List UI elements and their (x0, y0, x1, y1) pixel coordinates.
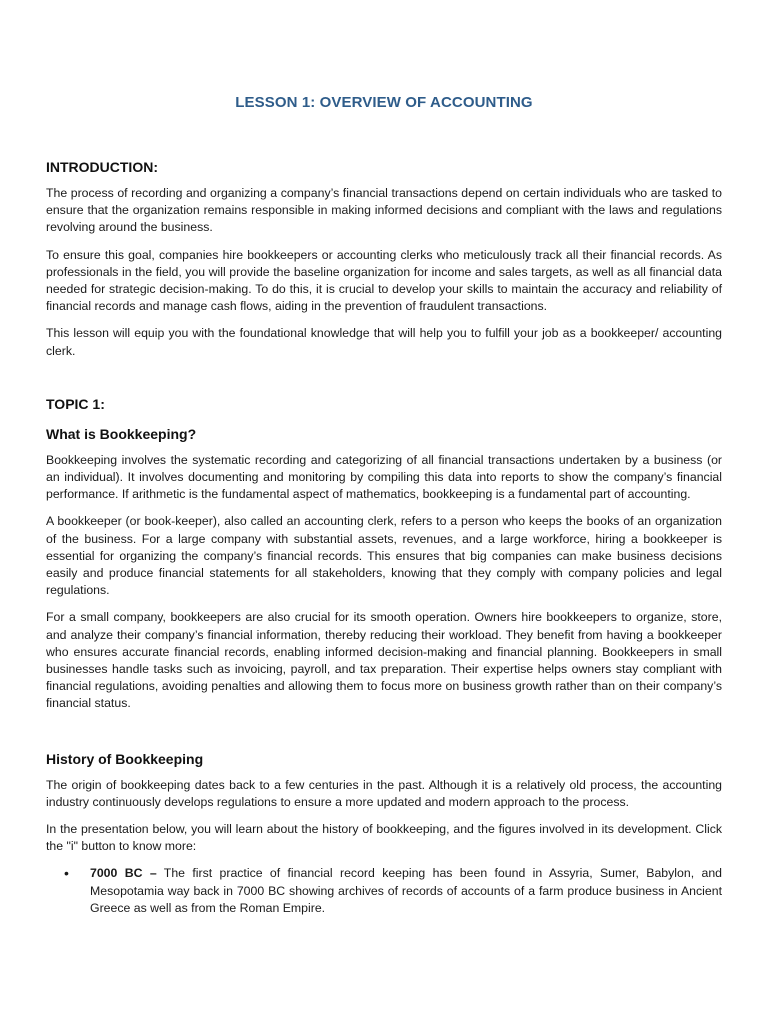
bullet-text: The first practice of financial record keeping has been found in Assyria, Sumer, Babylon, and Mesopotamia way back in 7000 BC showing archives of records of accounts of a farm produce business in Ancient Greece as well as from the Roman Empire. (90, 866, 722, 915)
topic-paragraph-3: For a small company, bookkeepers are also crucial for its smooth operation. Owners hire bookkeepers to organize, store, and analyze their company’s financial information, thereby reducing their workload. They benefit from having a bookkeeper who ensures accurate financial records, enabling informed decision-making and financial planning. Bookkeepers in small businesses handle tasks such as invoicing, payroll, and tax preparation. Their expertise helps owners stay compliant with financial regulations, avoiding penalties and allowing them to focus more on business growth rather than on their company’s financial status. (46, 610, 722, 711)
intro-paragraph-3: This lesson will equip you with the foundational knowledge that will help you to fulfill your job as a bookkeeper/ accounting clerk. (46, 326, 722, 358)
bullet-icon: • (64, 865, 69, 882)
lesson-title: LESSON 1: OVERVIEW OF ACCOUNTING (235, 94, 533, 111)
intro-paragraph-2: To ensure this goal, companies hire bookkeepers or accounting clerks who meticulously track all their financial records. As professionals in the field, you will provide the baseline organization for income and sales targets, as well as all financial data needed for strategic decision-making. To do this, it is crucial to develop your skills to maintain the accuracy and reliability of financial records and manage cash flows, aiding in the prevention of fraudulent transactions. (46, 247, 722, 314)
introduction-heading: INTRODUCTION: (46, 159, 158, 175)
topic-paragraph-1: Bookkeeping involves the systematic recording and categorizing of all financial transactions undertaken by a business (or an individual). It involves documenting and monitoring by compiling this data into reports to show the company’s financial performance. If arithmetic is the fundamental aspect of mathematics, bookkeeping is a fundamental part of accounting. (46, 452, 722, 502)
topic-paragraph-2: A bookkeeper (or book-keeper), also called an accounting clerk, refers to a person who keeps the books of an organization of the business. For a large company with substantial assets, revenues, and a large workforce, hiring a bookkeeper is essential for organizing the company’s financial records. This ensures that big companies can make business decisions easily and produce financial statements for all stakeholders, knowing that they comply with company policies and legal regulations. (46, 514, 722, 598)
history-bullet-list (46, 865, 722, 917)
intro-paragraph-1: The process of recording and organizing a company’s financial transactions depend on certain individuals who are tasked to ensure that the organization remains responsible in making informed decisions and compliant with the laws and regulations revolving around the business. (46, 186, 722, 235)
section-spacer (46, 370, 722, 396)
history-heading: History of Bookkeeping (46, 750, 204, 767)
section-spacer (46, 723, 722, 741)
topic-label: TOPIC 1: (46, 395, 105, 412)
history-paragraph-2: In the presentation below, you will learn about the history of bookkeeping, and the figures involved in its development. Click the "i" button to know more: (46, 822, 722, 854)
history-paragraph-1: The origin of bookkeeping dates back to a few centuries in the past. Although it is a relatively old process, the accounting industry continuously develops regulations to ensure a more updated and modern approach to the process. (46, 777, 722, 809)
list-item (64, 865, 722, 917)
bullet-term: 7000 BC – (90, 866, 157, 881)
topic-heading: What is Bookkeeping? (46, 425, 197, 442)
